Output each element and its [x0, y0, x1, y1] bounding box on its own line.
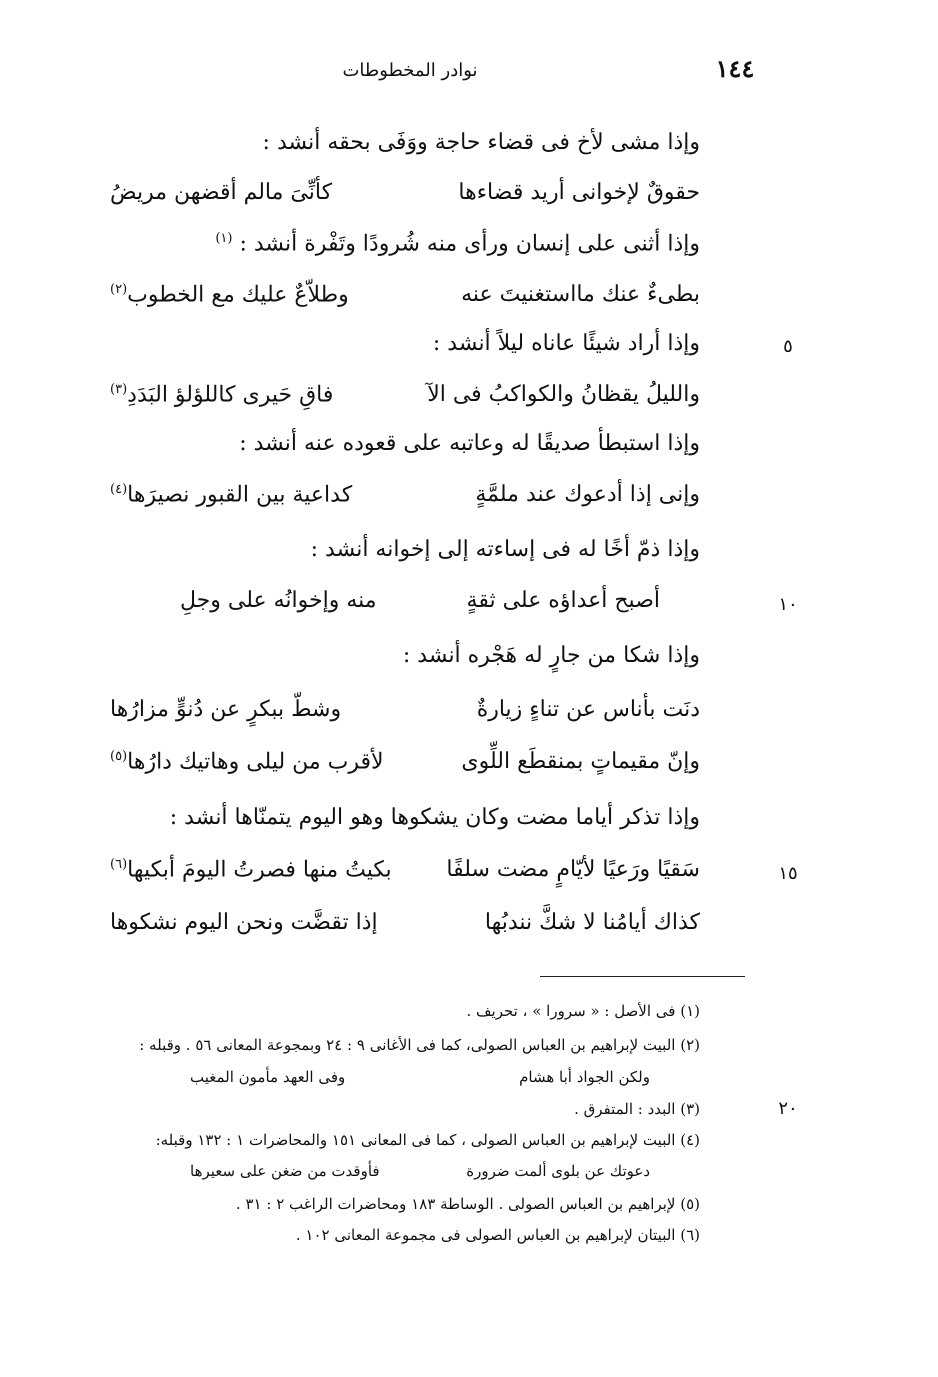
verse-line	[110, 383, 700, 406]
hemistich-left: إذا تقضَّت ونحن اليوم نشكوها	[110, 910, 378, 935]
prose-text: وإذا استبطأ صديقًا له وعاتبه على قعوده عنه أنشد :	[239, 431, 700, 456]
footnote: (٤) البيت لإبراهيم بن العباس الصولى ، كما فى المعانى ١٥١ والمحاضرات ١ : ١٣٢ وقبله:	[155, 1131, 700, 1149]
prose-text: وإذا أثنى على إنسان ورأى منه شُرودًا وتَفْرة أنشد :	[239, 231, 700, 257]
verse-line	[110, 182, 700, 204]
margin-line-number: ٢٠	[778, 1098, 798, 1119]
hemistich-left: وشطّ ببكرٍ عن دُنوٍّ مزارُها	[110, 697, 342, 722]
hemistich-left: منه وإخوانُه على وجلِ	[180, 588, 377, 613]
margin-line-number: ١٥	[778, 863, 798, 884]
verse-line	[110, 858, 700, 881]
hemistich-left	[110, 750, 384, 773]
verse-line	[110, 283, 700, 306]
footnote-separator	[540, 976, 745, 977]
hemistich-left	[110, 283, 349, 306]
prose-text: وإذا ذمّ أخًا له فى إساءته إلى إخوانه أنشد :	[310, 537, 700, 562]
footnote: (٢) البيت لإبراهيم بن العباس الصولى، كما فى الأغانى ٩ : ٢٤ وبمجوعة المعانى ٥٦ . وقبله :	[139, 1036, 700, 1054]
footnote-ref: (٢)	[110, 282, 128, 297]
verse-line	[180, 590, 660, 612]
hemistich-left	[110, 858, 392, 881]
footnote-verse-right: ولكن الجواد أبا هشام	[519, 1068, 650, 1086]
hemistich-left-text: كداعية بين القبور نصيرَها	[127, 482, 353, 508]
footnote-verse-right: دعوتك عن بلوى ألمت ضرورة	[466, 1162, 650, 1180]
hemistich-right: كذاك أيامُنا لا شكَّ نندبُها	[484, 910, 700, 935]
prose-line	[110, 645, 700, 667]
hemistich-left-text: بكيتُ منها فصرتُ اليومَ أبكيها	[127, 857, 392, 883]
hemistich-left-text: وطلاّعٌ عليك مع الخطوب	[127, 282, 349, 308]
verse-line	[110, 750, 700, 773]
prose-text: وإذا أراد شيئًا عاناه ليلاً أنشد :	[432, 331, 700, 356]
footnote: (٥) لإبراهيم بن العباس الصولى . الوساطة ١٨٣ ومحاضرات الراغب ٢ : ٣١ .	[235, 1195, 700, 1213]
hemistich-right: والليلُ يقظانُ والكواكبُ فى الآ	[427, 382, 700, 408]
footnote-verse	[190, 1164, 650, 1179]
hemistich-left-text: فاقِ حَيرى كاللؤلؤ البَدَدِ	[127, 382, 334, 408]
prose-line	[110, 232, 700, 255]
verse-line	[110, 699, 700, 721]
margin-line-number: ١٠	[778, 594, 798, 615]
hemistich-right: وإنّ مقيماتٍ بمنقطَع اللِّوى	[461, 749, 700, 775]
prose-line	[110, 539, 700, 561]
hemistich-right: أصبح أعداؤه على ثقةٍ	[466, 588, 660, 613]
footnote-ref: (٤)	[110, 482, 128, 497]
footnote: (١) فى الأصل : « سرورا » ، تحريف .	[466, 1002, 700, 1020]
footnote-verse-left: فأوقدت من ضغن على سعيرها	[190, 1162, 380, 1180]
prose-text: وإذا مشى لأخ فى قضاء حاجة ووَفَى بحقه أنشد :	[262, 130, 700, 155]
prose-line	[110, 333, 700, 355]
hemistich-right: دنَت بأناس عن تناءٍ زيارةٌ	[476, 697, 700, 722]
footnote-ref: (١)	[215, 231, 233, 246]
hemistich-right: حقوقٌ لإخوانى أريد قضاءها	[458, 180, 700, 205]
hemistich-right: بطىءٌ عنك مااستغنيتَ عنه	[461, 282, 700, 308]
hemistich-left	[110, 383, 333, 406]
prose-line	[110, 807, 700, 829]
page-number: ١٤٤	[715, 54, 755, 83]
hemistich-left: كأنِّىَ مالم أقضهن مريضُ	[110, 180, 333, 205]
hemistich-right: سَقيًا ورَعيًا لأيّامٍ مضت سلفًا	[446, 857, 700, 883]
hemistich-left-text: لأقرب من ليلى وهاتيك دارُها	[127, 749, 384, 775]
footnote-ref: (٣)	[110, 382, 128, 397]
footnote: (٦) البيتان لإبراهيم بن العباس الصولى فى مجموعة المعانى ١٠٢ .	[295, 1226, 700, 1244]
footnote-ref: (٦)	[110, 857, 128, 872]
footnote-verse-left: وفى العهد مأمون المغيب	[190, 1068, 346, 1086]
prose-text: وإذا تذكر أياما مضت وكان يشكوها وهو اليوم يتمنّاها أنشد :	[169, 805, 700, 830]
footnote: (٣) البدد : المتفرق .	[574, 1100, 700, 1118]
hemistich-left	[110, 483, 352, 506]
prose-line	[110, 132, 700, 154]
footnote-ref: (٥)	[110, 749, 128, 764]
prose-text: وإذا شكا من جارٍ له هَجْره أنشد :	[402, 643, 700, 668]
running-title: نوادر المخطوطات	[342, 60, 478, 81]
verse-line	[110, 912, 700, 934]
hemistich-right: وإنى إذا أدعوك عند ملمَّةٍ	[475, 482, 700, 508]
prose-line	[110, 433, 700, 455]
margin-line-number: ٥	[783, 336, 793, 357]
footnote-verse	[190, 1070, 650, 1085]
verse-line	[110, 483, 700, 506]
